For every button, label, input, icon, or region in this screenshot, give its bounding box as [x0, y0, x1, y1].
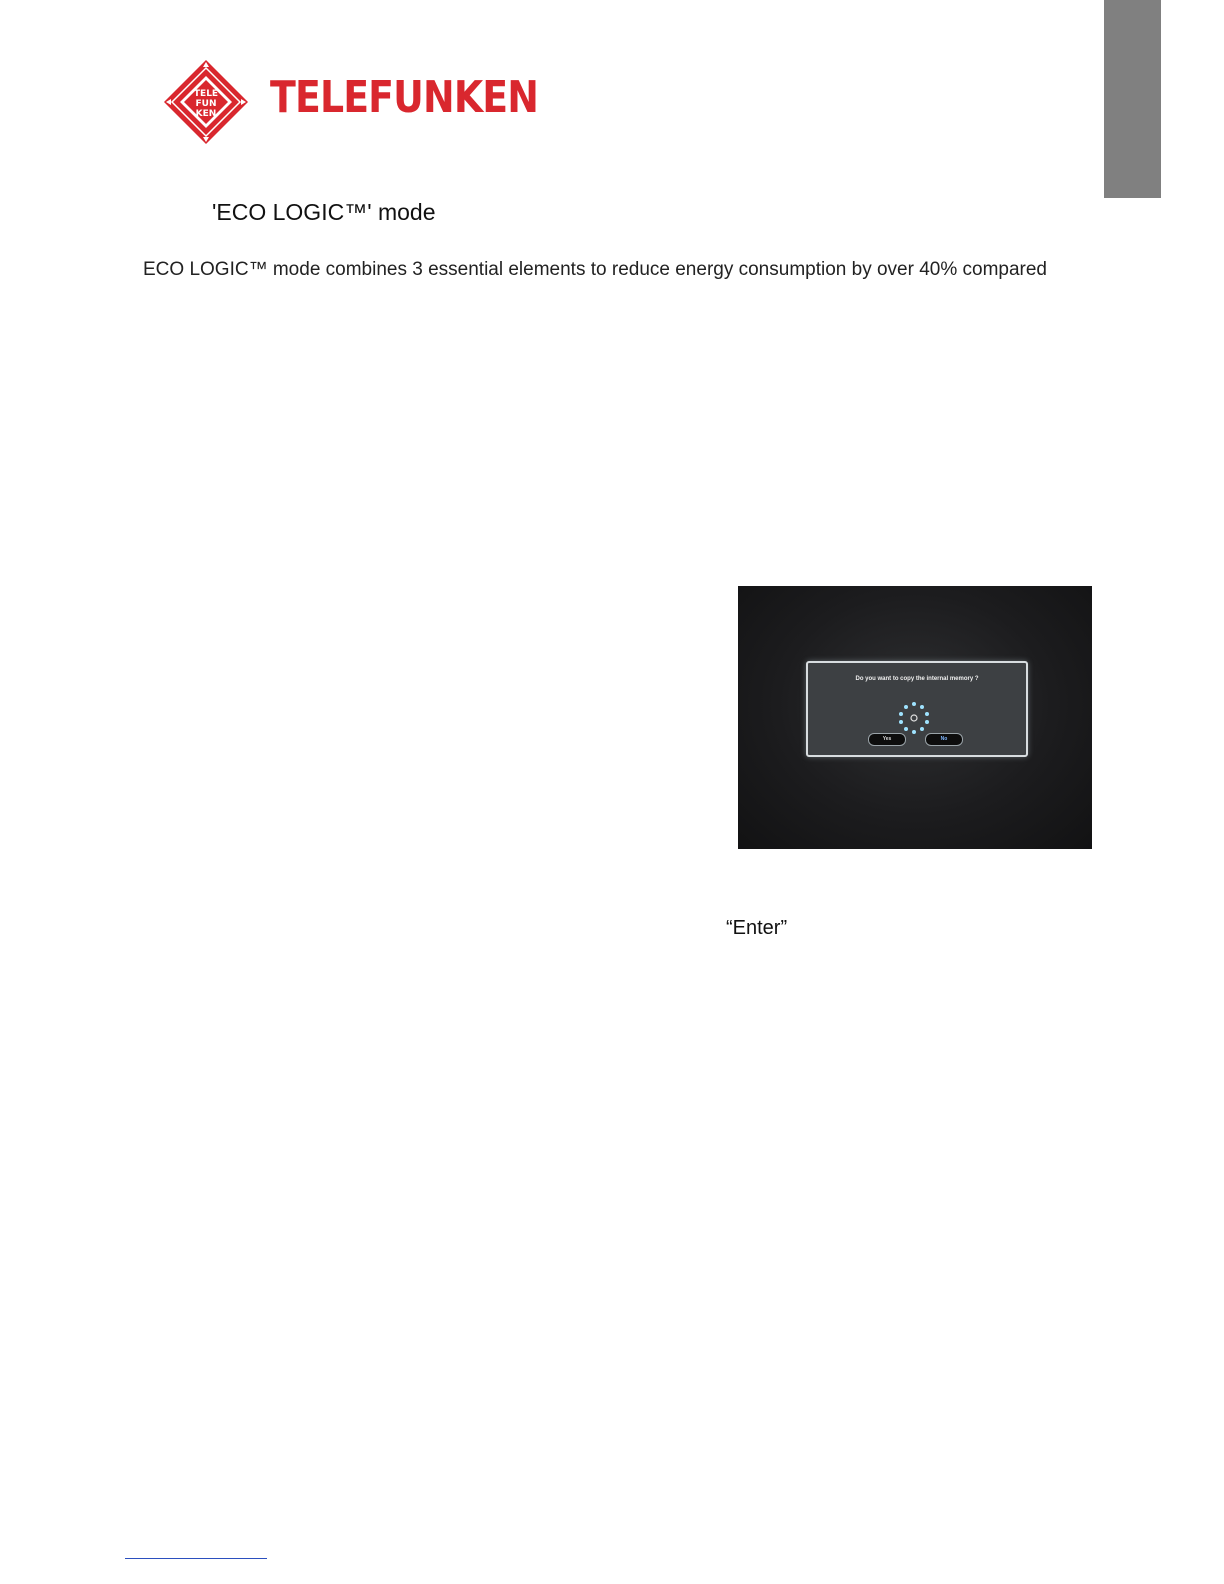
loading-spinner-icon — [894, 698, 934, 738]
brand-wordmark: TELEFUNKEN — [270, 72, 539, 123]
no-button[interactable]: No — [925, 733, 963, 746]
intro-paragraph: ECO LOGIC™ mode combines 3 essential elements to reduce energy consumption by over 40% compared — [143, 259, 1048, 280]
telefunken-diamond-icon — [160, 58, 252, 150]
copy-memory-dialog — [806, 661, 1028, 757]
logo-line-2: FUN — [195, 99, 217, 109]
tv-screen-photo — [738, 586, 1092, 849]
footer-link-underline[interactable] — [125, 1558, 267, 1559]
telefunken-logo — [160, 58, 540, 150]
yes-button[interactable]: Yes — [868, 733, 906, 746]
section-title: 'ECO LOGIC™' mode — [212, 199, 436, 225]
side-tab-marker — [1104, 0, 1161, 198]
logo-line-1: TELE — [193, 89, 219, 99]
dialog-question: Do you want to copy the internal memory ? — [855, 676, 979, 682]
logo-line-3: KEN — [195, 109, 217, 119]
enter-key-label: “Enter” — [726, 917, 788, 939]
